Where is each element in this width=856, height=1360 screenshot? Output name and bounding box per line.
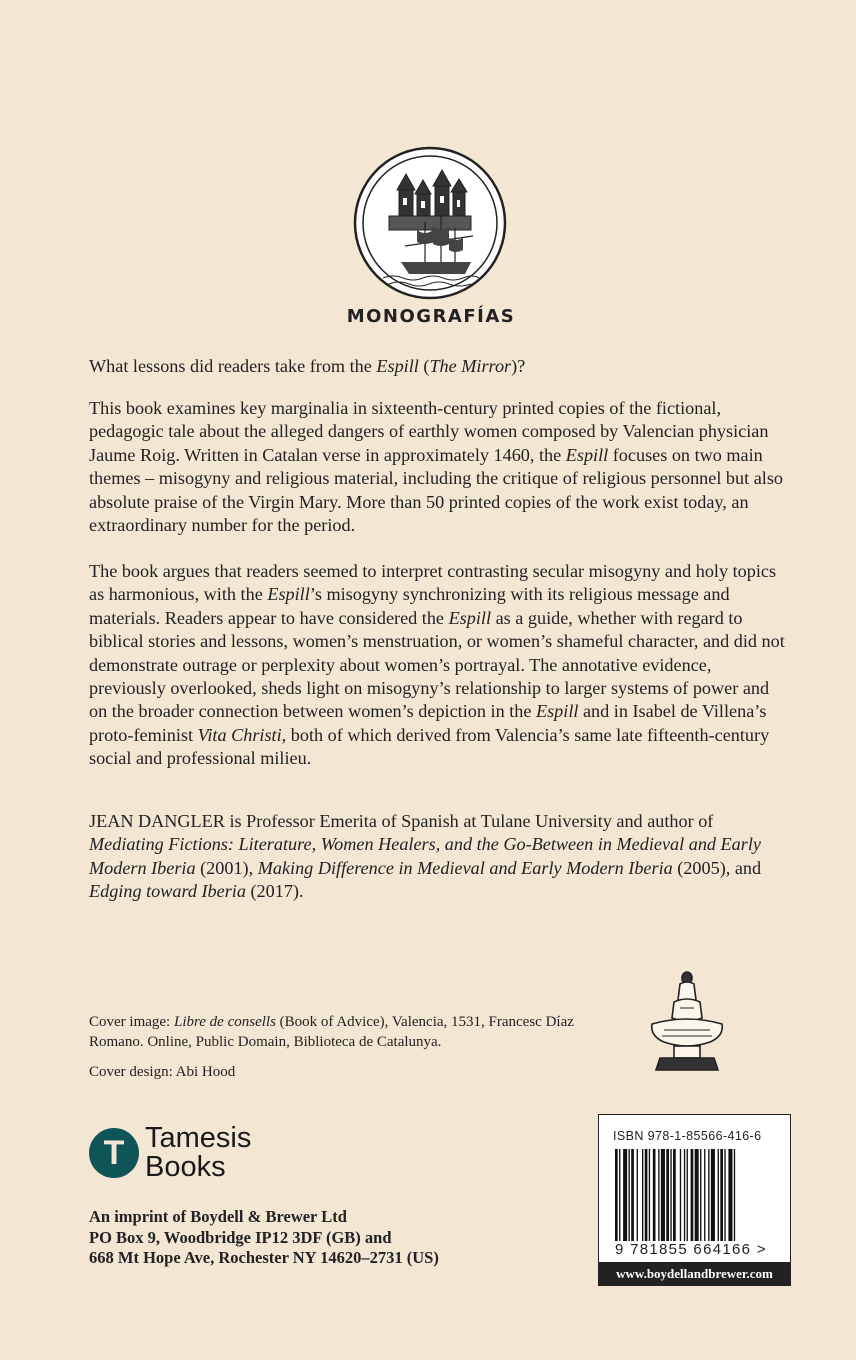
cover-design-credit: Cover design: Abi Hood xyxy=(89,1064,236,1080)
barcode-bars-icon xyxy=(611,1149,779,1249)
blurb-paragraph-1: This book examines key marginalia in sixteenth-century printed copies of the fictional, pedagogic tale about the alleged dangers of earthly women composed by Valencian physician Jaume Roig. Written in Catalan verse in approximately 1460, the Espill focuses on two main themes – misogyny and religious material, including the critique of religious personnel but also absolute praise of the Virgin Mary. More than 50 printed copies of the work exist today, an extraordinary number for the period. xyxy=(89,398,784,536)
cover-credits xyxy=(89,1012,599,1092)
tamesis-logo-wordmark: Tamesis Books xyxy=(145,1122,252,1183)
cover-image-credit: Cover image: Libre de consells (Book of Advice), Valencia, 1531, Francesc Díaz Romano. Online, Public Domain, Biblioteca de Catalunya. xyxy=(89,1014,574,1050)
tamesis-logo-mark: T xyxy=(89,1128,139,1178)
publisher-imprint: An imprint of Boydell & Brewer Ltd PO Box 9, Woodbridge IP12 3DF (GB) and 668 Mt Hope Ave, Rochester NY 14620–2731 (US) xyxy=(89,1207,439,1267)
series-name: MONOGRAFÍAS xyxy=(346,306,516,327)
blurb-question: What lessons did readers take from the Espill (The Mirror)? xyxy=(89,356,526,376)
ship-and-castle-seal-icon xyxy=(353,146,507,300)
tamesis-books-logo xyxy=(89,1124,251,1182)
isbn-barcode xyxy=(598,1114,791,1286)
blurb-paragraph-2: The book argues that readers seemed to interpret contrasting secular misogyny and holy topics as harmonious, with the Espill’s misogyny synchronizing with its religious message and materials. Readers appear to have considered the Espill as a guide, whether with regard to biblical stories and lessons, women’s menstruation, or women’s shameful character, and did not demonstrate outrage or perplexity about women’s portrayal. The annotative evidence, previously overlooked, sheds light on misogyny’s relationship to larger systems of power and on the broader connection between women’s depiction in the Espill and in Isabel de Villena’s proto-feminist Vita Christi, both of which derived from Valencia’s same late fifteenth-century social and professional milieu. xyxy=(89,561,785,769)
isbn-label: ISBN 978-1-85566-416-6 xyxy=(613,1129,762,1143)
author-bio: JEAN DANGLER is Professor Emerita of Spanish at Tulane University and author of Mediating Fictions: Literature, Women Healers, and the Go-Between in Medieval and Early Modern Iberia (2001), Making Difference in Medieval and Early Modern Iberia (2005), and Edging toward Iberia (2017). xyxy=(89,811,762,902)
barcode-digits: 9 781855 664166 > xyxy=(615,1241,767,1258)
publisher-url: www.boydellandbrewer.com xyxy=(599,1262,790,1285)
fountain-woodcut-icon xyxy=(644,970,730,1082)
